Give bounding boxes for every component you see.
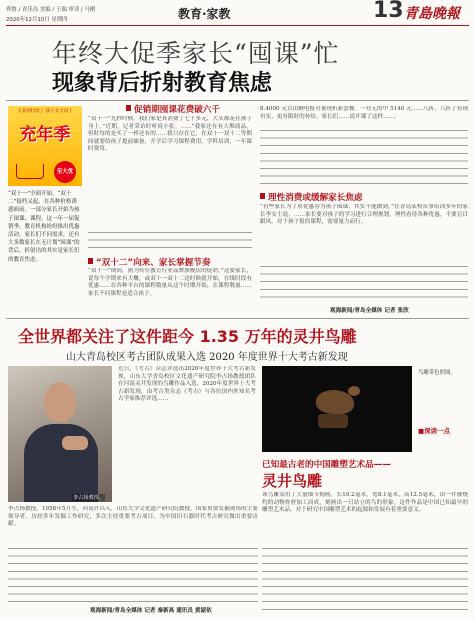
body-col-c-lines <box>260 130 468 190</box>
feature-text-c: 该鸟雕采用了大量细节刻画，长19.2毫米，宽8.1毫米，高12.5毫米，由一件被烧灼的动物骨材加工而成，刻画出一只站立的鸟的形象。这件作品是中国已知最早的雕塑艺术品，对于研究中国雕塑艺术的起源和发展有着重要意义。 <box>262 492 468 514</box>
feature-subtitle: 山大青岛校区考古团队成果入选 2020 年度世界十大考古新发现 <box>66 352 348 363</box>
credit-1: 观海新闻/青岛全媒体 记者 张欣 <box>330 308 409 314</box>
masthead-date: 2020年12月10日 星期四 <box>6 17 68 23</box>
feature-text-a: 近日，《考古》杂志评选出2020年度世界十大考古新发现，山东大学青岛校区文化遗产研究院李占扬教授团队在河南灵井发现的鸟雕作品入选。2020年度世界十大考古新发现，由考古类杂志《考古》与各位国内外知名考古学家推荐评选…… <box>118 366 256 403</box>
promo-image <box>8 106 82 186</box>
feature-text-b-lines <box>8 548 258 602</box>
promo-stamp: 至大优 <box>54 161 76 183</box>
body-col-a-lines <box>88 232 252 254</box>
lead-subtitle: 现象背后折射教育焦虑 <box>52 71 273 96</box>
feature-title: 全世界都关注了这件距今 1.35 万年的灵井鸟雕 <box>18 327 357 346</box>
right-big-title: 灵井鸟雕 <box>262 472 323 490</box>
body-col-d: “有些家长为了用优惠券为孩子囤课，其实不能做到。”在青岛某校从事培训多年的家长李女士说。……家长要对孩子的学习进行合理规划，理性看待各种优惠，不要盲目跟风。对于孩子报的课程，需要量力而行。 <box>260 204 468 226</box>
bird-photo-caption: 鸟雕带色照图。 <box>418 370 456 376</box>
section1-head: 促销期囤课花费破六千 <box>134 105 220 115</box>
sidebar-quote: “双十一”全面开始，“双十二”接档又起，在各种价格诱惑面前，一部分家长开始为孩子囤课、课程，这一年一届促销季，教育机构纷纷推出优惠活动，家长们不问需求，还有大多数家长在无计划“囤课”的背后，折射出的其实是家长们的教育焦虑。 <box>8 191 80 263</box>
section1-icon <box>126 105 131 111</box>
body-col-b: “双十一”期间，据为传在教育行业品牌旗舰店的促销。”这要家长，说每个学期来有大概，或双十一双十二这时候就开始，在线时段有优惠……在各种平台的课程数量从这个时期开始，在课程数量……家长不问课程是适合孩子。 <box>88 268 252 297</box>
section3-icon <box>260 193 265 199</box>
body-col-d-lines <box>260 266 468 302</box>
masthead-rule <box>6 25 469 26</box>
bird-photo <box>262 366 412 452</box>
section2-icon <box>88 258 93 264</box>
promo-cart-icon <box>16 164 44 179</box>
masthead-left <box>6 5 95 23</box>
section-divider <box>6 318 469 319</box>
portrait-body <box>24 424 98 502</box>
feature-text-b: 李占扬教授，1958年5月生，河南许昌人，山东大学文化遗产研究院教授，国家重要发掘现场的主要领导者。历经多年发掘工作研究，多次主持重要考古项目，为中国旧石器时代考古研究做出重要贡献。 <box>8 506 258 528</box>
paper-logo: 青島晚報 <box>404 6 460 22</box>
portrait-caption: 李占扬教授。 <box>73 495 105 501</box>
masthead-editors: 齊魯 / 青乐岛 美编 / 王瑞 审读 / 马刚 <box>6 7 96 13</box>
credit-2: 观海新闻/青岛全媒体 记者 秦新高 通讯员 黄淑依 <box>90 608 212 614</box>
section-title: 教育·家教 <box>178 7 231 21</box>
deep-read-tag: ■深读一点 <box>418 427 451 435</box>
lead-title: 年终大促季家长“囤课”忙 <box>52 39 340 68</box>
section3-head: 理性消费或缓解家长焦虑 <box>268 193 363 203</box>
section2-head: “双十二”向来、家长掌握节奏 <box>96 258 211 268</box>
portrait-hand <box>62 436 88 450</box>
right-title: 已知最古老的中国雕塑艺术品—— <box>262 460 391 470</box>
lead-rule <box>6 100 469 101</box>
body-col-c: 8.4000 元以由额电报可量现折新套餐。一对元的中 5140 元……八折，八折了有现有实，更有限时的补给，家长们……说开课了这样……。 <box>260 106 468 120</box>
bird-base <box>318 414 348 428</box>
page-number: 13 <box>373 0 404 23</box>
portrait-photo <box>8 366 112 502</box>
promo-top-text: 又来到付款了 孩子太天向上 <box>17 109 73 114</box>
portrait-head <box>44 382 76 422</box>
feature-text-c-lines <box>262 548 468 610</box>
bird-head <box>348 386 360 396</box>
promo-big-text: 充年季 <box>19 125 71 145</box>
body-col-a: “双十一”光秒时候，我们家是真消费了七千多元，大头都花在孩子身上。”近期，记者采访时听说小张。……“我家还在有大堆商品，但时每的是买了一样还有的……我只存在它，在双十一双十二等期间就要给孩子提前储备，开学后学习课程费用，学科培训，一年课时费用。 <box>88 116 252 153</box>
